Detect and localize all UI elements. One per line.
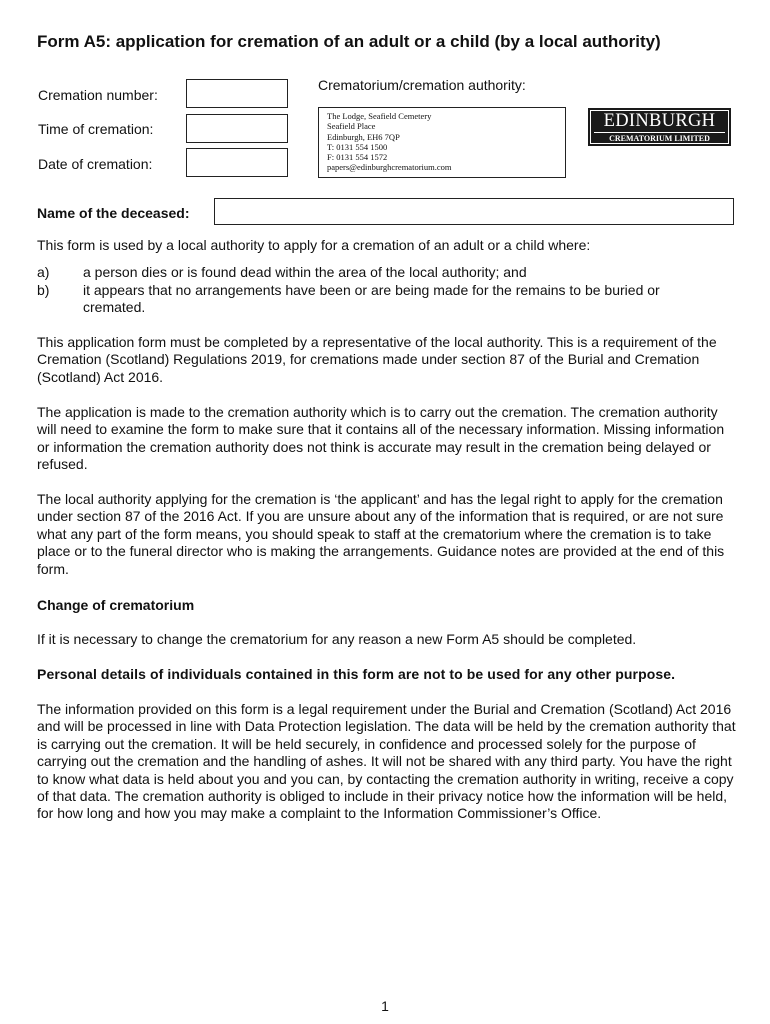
change-crematorium-text: If it is necessary to change the crematorium for any reason a new Form A5 should be completed.: [37, 631, 637, 647]
address-fax: F: 0131 554 1572: [327, 152, 388, 163]
condition-a-text: a person dies or is found dead within the area of the local authority; and: [83, 264, 527, 280]
crematorium-logo: [588, 108, 731, 146]
page-title: Form A5: application for cremation of an adult or a child (by a local authority): [37, 32, 661, 51]
date-of-cremation-label: Date of cremation:: [38, 156, 153, 172]
condition-b-text-cont: cremated.: [83, 299, 146, 315]
time-of-cremation-label: Time of cremation:: [38, 121, 154, 137]
condition-b-marker: b): [37, 282, 50, 298]
time-of-cremation-field[interactable]: [186, 114, 288, 143]
address-email: papers@edinburghcrematorium.com: [327, 162, 452, 173]
cremation-number-field[interactable]: [186, 79, 288, 108]
paragraph-requirement: This application form must be completed by a representative of the local authority. This is a requirement of the Cremation (Scotland) Regulations 2019, for cremations made under section 87 of the Burial and Cremation (Scotland) Act 2016.: [37, 334, 717, 385]
address-line: The Lodge, Seafield Cemetery: [327, 111, 432, 121]
change-crematorium-heading: Change of crematorium: [37, 597, 195, 613]
deceased-name-field[interactable]: [214, 198, 734, 225]
personal-details-notice: Personal details of individuals contained in this form are not to be used for any other purpose.: [37, 666, 676, 682]
address-line: Seafield Place: [327, 121, 376, 132]
paragraph-application: The application is made to the cremation authority which is to carry out the cremation. The cremation authority will need to examine the form to make sure that it contains all of the necessary information. Missing information or information the cremation authority does not think is accurate may result in the cremation being delayed or refused.: [37, 404, 725, 473]
intro-text: This form is used by a local authority to apply for a cremation of an adult or a child where:: [37, 237, 591, 253]
deceased-label: Name of the deceased:: [37, 205, 190, 221]
crematorium-address-box: [318, 107, 566, 178]
paragraph-applicant: The local authority applying for the cremation is ‘the applicant’ and has the legal right to apply for the cremation under section 87 of the 2016 Act. If you are unsure about any of the information that is required, or are not sure what any part of the form means, you should speak to staff at the crematorium where the cremation is to take place or to the funeral director who is making the arrangements. Guidance notes are provided at the end of this form.: [37, 491, 725, 577]
date-of-cremation-field[interactable]: [186, 148, 288, 177]
address-phone: T: 0131 554 1500: [327, 141, 388, 152]
page-number: 1: [381, 998, 389, 1014]
condition-a-marker: a): [37, 264, 50, 280]
condition-b-text: it appears that no arrangements have been or are being made for the remains to be buried or: [83, 282, 660, 298]
logo-line-2: CREMATORIUM LIMITED: [594, 132, 725, 144]
logo-line-1: EDINBURGH: [603, 111, 716, 131]
crematorium-label: Crematorium/cremation authority:: [318, 77, 526, 93]
cremation-number-label: Cremation number:: [38, 87, 158, 103]
address-line: Edinburgh, EH6 7QP: [327, 131, 400, 142]
privacy-paragraph: The information provided on this form is a legal requirement under the Burial and Cremation (Scotland) Act 2016 and will be processed in line with Data Protection legislation. The data will be held by the cremation authority that is carrying out the cremation. It will be held securely, in confidence and processed solely for the purpose of carrying out the cremation and the handling of ashes. It will not be shared with any third party. You have the right to know what data is held about you and you can, by contacting the cremation authority in writing, receive a copy of that data. The cremation authority is obliged to include in their privacy notice how the information will be held, for how long and how you may make a complaint to the Information Commissioner’s Office.: [37, 701, 736, 822]
